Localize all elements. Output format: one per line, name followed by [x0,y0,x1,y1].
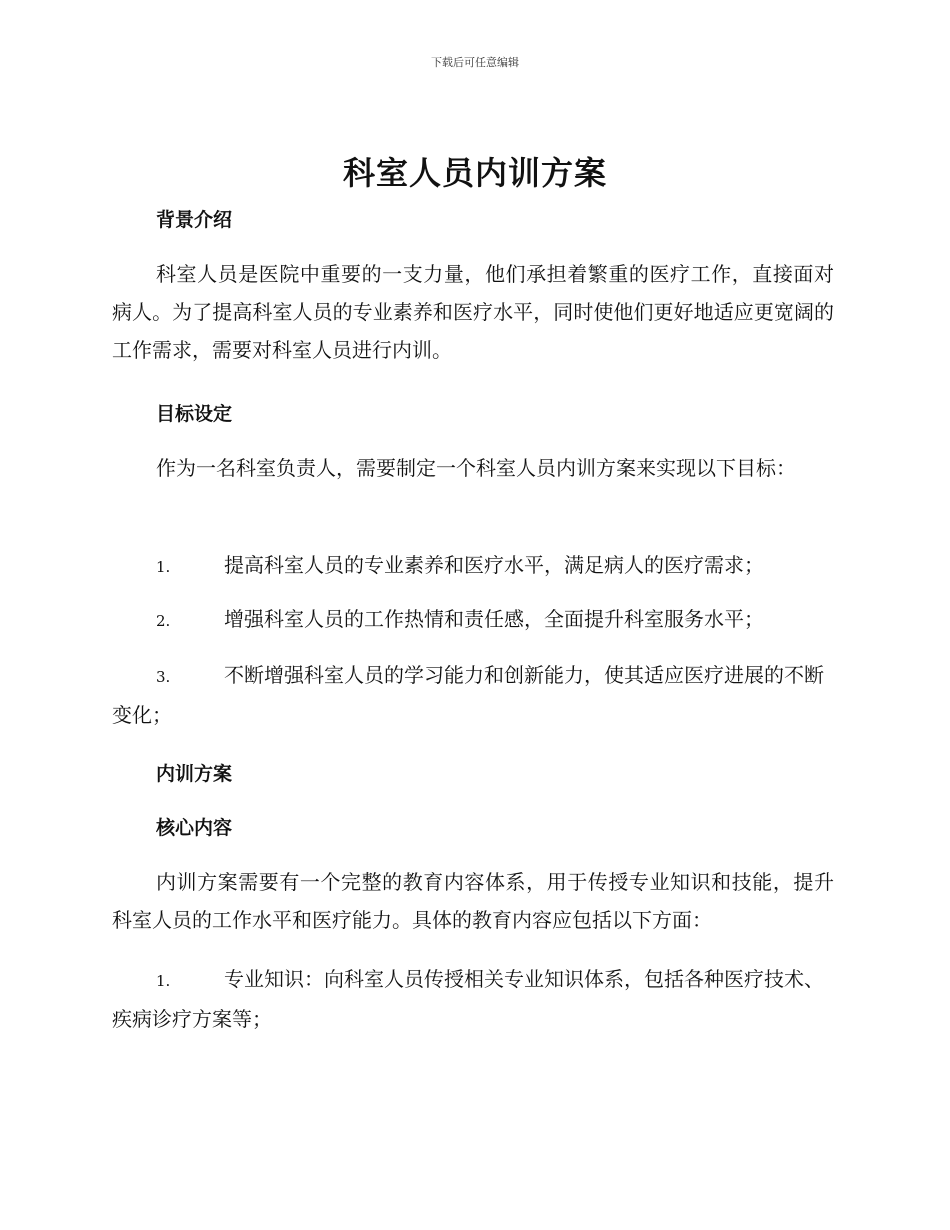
heading-core: 核心内容 [156,817,233,839]
goal-item-1 [112,546,834,586]
list-item-text: 专业知识：向科室人员传授相关专业知识体系，包括各种医疗技术、疾病诊疗方案等； [112,967,824,1031]
list-number: 1. [156,972,171,990]
list-number: 2. [156,612,171,630]
paragraph-background: 科室人员是医院中重要的一支力量，他们承担着繁重的医疗工作，直接面对病人。为了提高科室人员的专业素养和医疗水平，同时使他们更好地适应更宽阔的工作需求，需要对科室人员进行内训。 [112,262,834,362]
heading-background: 背景介绍 [156,209,233,231]
goal-item-2 [112,600,834,640]
header-note: 下载后可任意编辑 [431,56,519,69]
list-item-text: 增强科室人员的工作热情和责任感，全面提升科室服务水平； [224,607,764,631]
list-item-text: 不断增强科室人员的学习能力和创新能力，使其适应医疗进展的不断变化； [112,663,824,727]
list-number: 1. [156,558,171,576]
list-item-text: 提高科室人员的专业素养和医疗水平，满足病人的医疗需求； [224,553,764,577]
list-number: 3. [156,668,171,686]
goal-item-3 [112,656,834,734]
heading-plan: 内训方案 [156,763,233,785]
heading-goals: 目标设定 [156,403,233,425]
paragraph-core: 内训方案需要有一个完整的教育内容体系，用于传授专业知识和技能，提升科室人员的工作水平和医疗能力。具体的教育内容应包括以下方面： [112,870,834,932]
core-item-1 [112,960,834,1038]
paragraph-goals: 作为一名科室负责人，需要制定一个科室人员内训方案来实现以下目标： [156,456,796,480]
document-title: 科室人员内训方案 [342,154,607,192]
